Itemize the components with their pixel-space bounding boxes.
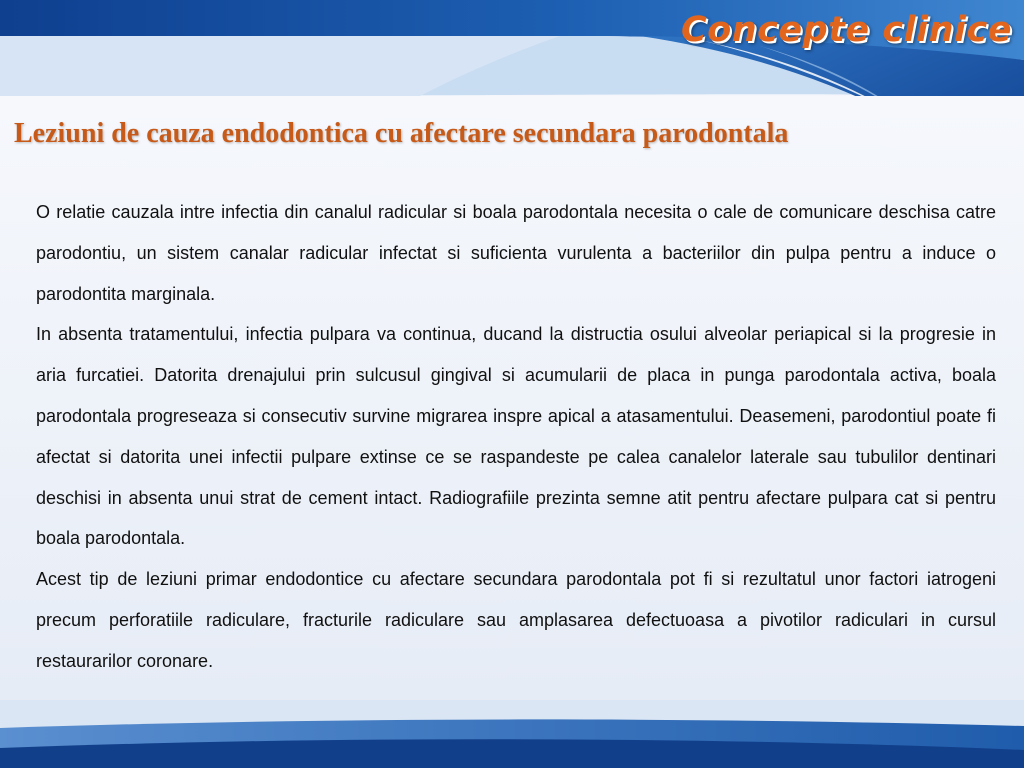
slide-body xyxy=(36,192,996,682)
body-paragraph: O relatie cauzala intre infectia din canalul radicular si boala parodontala necesita o cale de comunicare deschisa catre parodontiu, un sistem canalar radicular infectat si suficienta vurulenta a bacteriilor din pulpa pentru a induce o parodontita marginala. xyxy=(36,202,996,304)
body-paragraph: In absenta tratamentului, infectia pulpara va continua, ducand la distructia osului alveolar periapical si la progresie in aria furcatiei. Datorita drenajului prin sulcusul gingival si acumularii de placa in punga parodontala activa, boala parodontala progreseaza si consecutiv survine migrarea inspre apical a atasamentului. Deasemeni, parodontiul poate fi afectat si datorita unei infectii pulpare extinse ce se raspandeste pe calea canalelor laterale sau tubulilor dentinari deschisi in absenta unui strat de cement intact. Radiografiile prezinta semne atit pentru afectare pulpara cat si pentru boala parodontala. xyxy=(36,324,996,549)
brand-title: Concepte clinice xyxy=(681,10,1012,50)
body-paragraph: Acest tip de leziuni primar endodontice cu afectare secundara parodontala pot fi si rezultatul unor factori iatrogeni precum perforatiile radiculare, fracturile radiculare sau amplasarea defectuoasa a pivotilor radiculari in cursul restaurarilor coronare. xyxy=(36,569,996,671)
slide-title: Leziuni de cauza endodontica cu afectare secundara parodontala xyxy=(14,118,789,149)
